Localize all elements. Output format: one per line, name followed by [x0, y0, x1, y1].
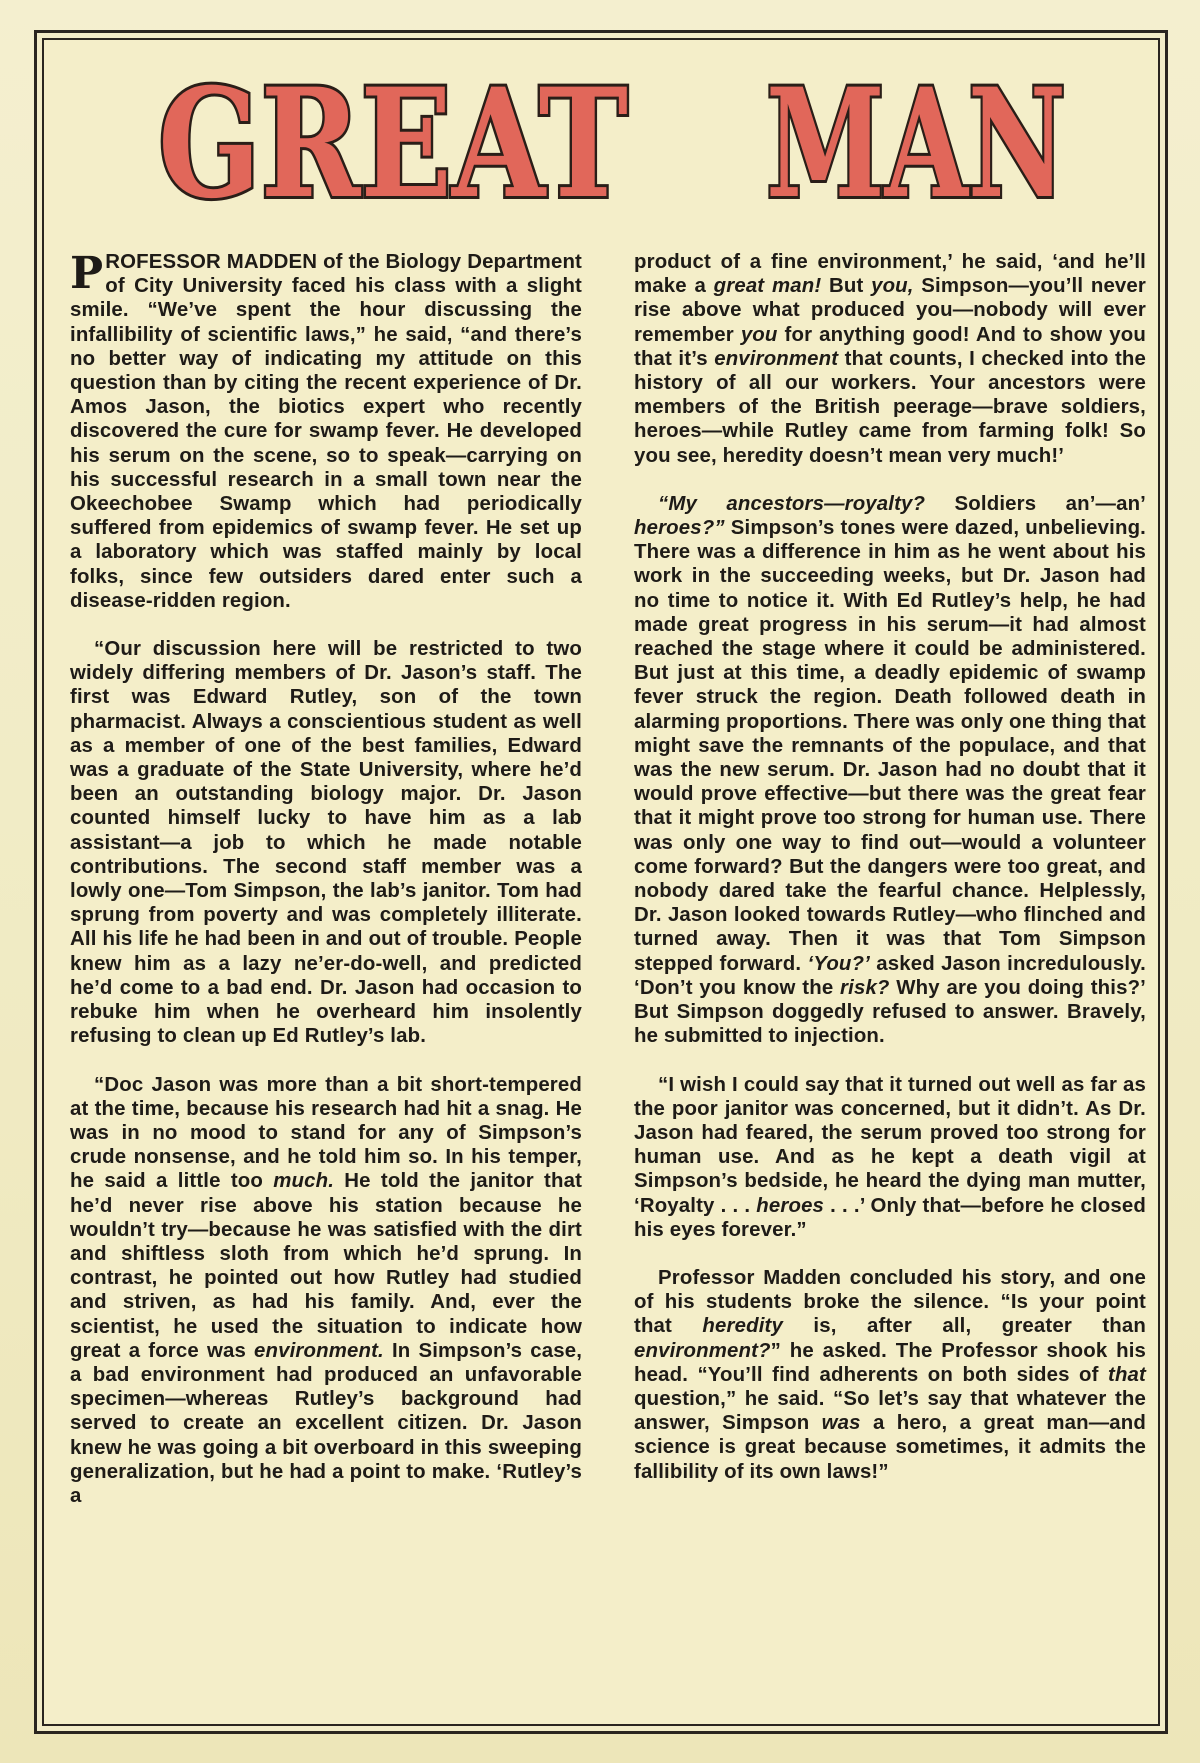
paragraph-2: “Our discussion here will be restricted to two widely differing members of Dr. Jason’s staff. The first was Edward Rutley, son of the town pharmacist. Always a conscientious student as well as a member of one of the best families, Edward was a graduate of the State University, where he’d been an outstanding biology major. Dr. Jason counted himself lucky to have him as a lab assistant—a job to which he made notable contributions. The second staff member was a lowly one—Tom Simpson, the lab’s janitor. Tom had sprung from poverty and was completely illiterate. All his life he had been in and out of trouble. People knew him as a lazy ne’er-do-well, and predicted he’d come to a bad end. Dr. Jason had occasion to rebuke him when he overheard him insolently refusing to clean up Ed Rutley’s lab. — [70, 638, 582, 1048]
left-column — [70, 250, 582, 1508]
paragraph-1: PROFESSOR MADDEN of the Biology Department of City University faced his class with a slight smile. “We’ve spent the hour discussing the infallibility of scientific laws,” he said, “and there’s no better way of indicating my attitude on this question than by citing the recent experience of Dr. Amos Jason, the biotics expert who recently discovered the cure for swamp fever. He developed his serum on the scene, so to speak—carrying on his successful research in a small town near the Okeechobee Swamp which had periodically suffered from epidemics of swamp fever. He set up a laboratory which was staffed mainly by local folks, since few outsiders dared enter such a disease-ridden region. — [70, 248, 582, 612]
title-word-man: MAN — [766, 56, 1066, 223]
drop-cap: P — [70, 248, 104, 299]
paragraph-7: Professor Madden concluded his story, and one of his students broke the silence. “Is your point that heredity is, after all, greater than environment?” he asked. The Professor shook his head. “You’ll find adherents on both sides of that question,” he said. “So let’s say that whatever the answer, Simpson was a hero, a great man—and science is great because sometimes, it admits the fallibility of its own laws!” — [634, 1266, 1146, 1483]
paragraph-4: product of a fine environment,’ he said, ‘and he’ll make a great man! But you, Simpson—you’ll never rise above what produced you—nobody will ever remember you for anything good! And to show you that it’s environment that counts, I checked into the history of all our workers. Your ancestors were members of the British peerage—brave soldiers, heroes—while Rutley came from farming folk! So you see, heredity doesn’t mean very much!’ — [634, 251, 1146, 467]
paragraph-3: “Doc Jason was more than a bit short-tempered at the time, because his research had hit a snag. He was in no mood to stand for any of Simpson’s crude nonsense, and he told him so. In his temper, he said a little too much. He told the janitor that he’d never rise above his station because he wouldn’t try—because he was satisfied with the dirt and shiftless sloth from which he’d sprung. In contrast, he pointed out how Rutley had studied and striven, as had his family. And, ever the scientist, he used the situation to indicate how great a force was environment. In Simpson’s case, a bad environment had produced an unfavorable specimen—whereas Rutley’s background had served to create an excellent citizen. Dr. Jason knew he was going a bit overboard in this sweeping generalization, but he had a point to make. ‘Rutley’s a — [70, 1073, 583, 1507]
story-title — [0, 48, 1200, 223]
paragraph-6: “I wish I could say that it turned out well as far as the poor janitor was concerned, but it didn’t. As Dr. Jason had feared, the serum proved too strong for human use. And as he kept a death vigil at Simpson’s bedside, he heard the dying man mutter, ‘Royalty . . . heroes . . .’ Only that—before he closed his eyes forever.” — [634, 1073, 1146, 1241]
right-column — [634, 250, 1146, 1484]
paragraph-5: “My ancestors—royalty? Soldiers an’—an’ heroes?” Simpson’s tones were dazed, unbelieving. There was a difference in him as he went about his work in the succeeding weeks, but Dr. Jason had no time to notice it. With Ed Rutley’s help, he had made great progress in his serum—it had almost reached the stage where it could be administered. But just at this time, a deadly epidemic of swamp fever struck the region. Death followed death in alarming proportions. There was only one thing that might save the remnants of the populace, and that was the new serum. Dr. Jason had no doubt that it would prove effective—but there was the great fear that it might prove too strong for human use. There was only one way to find out—would a volunteer come forward? But the dangers were too great, and nobody dared take the fearful chance. Helplessly, Dr. Jason looked towards Rutley—who flinched and turned away. Then it was that Tom Simpson stepped forward. ‘You?’ asked Jason incredulously. ‘Don’t you know the risk? Why are you doing this?’ But Simpson doggedly refused to answer. Bravely, he submitted to injection. — [634, 492, 1147, 1048]
title-word-great: GREAT — [158, 56, 628, 223]
title-graphic — [0, 48, 1200, 223]
